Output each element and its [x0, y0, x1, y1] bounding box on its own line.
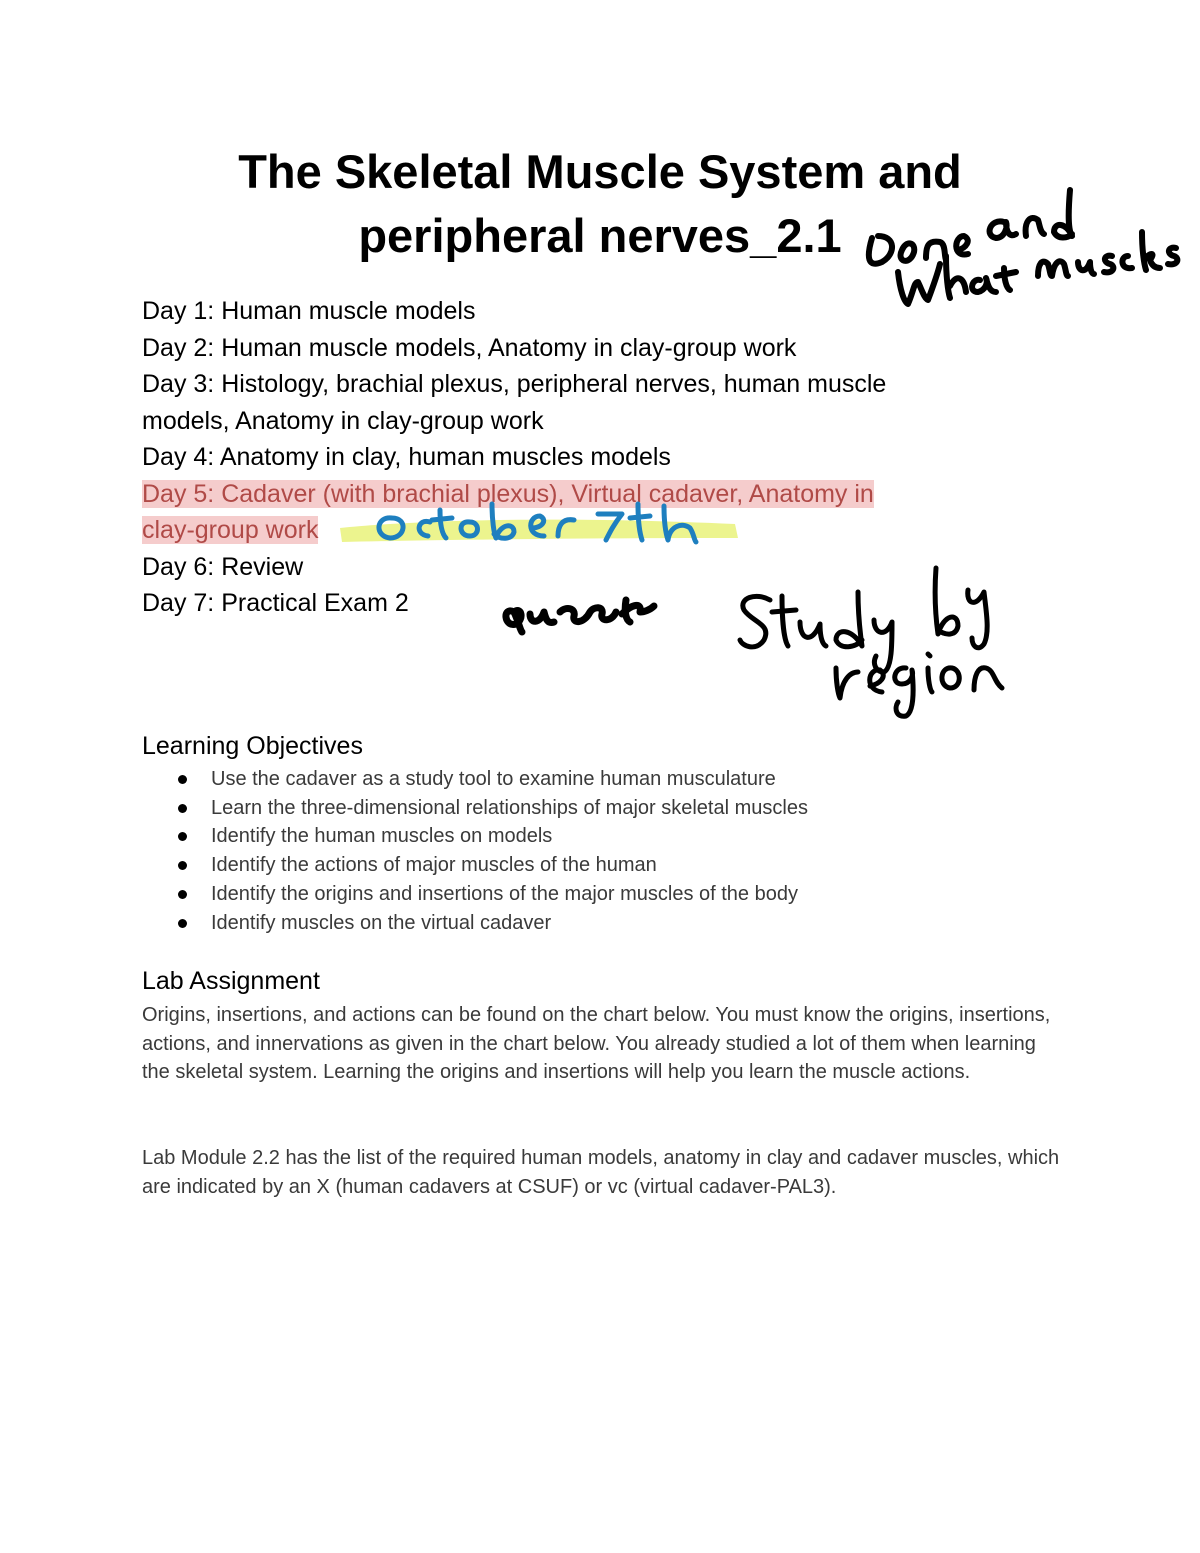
handwriting-text-top [860, 200, 1180, 310]
bullet-icon [178, 804, 187, 813]
objective-text: Identify the human muscles on models [211, 825, 553, 848]
objective-text: Use the cadaver as a study tool to examine human musculature [211, 768, 776, 790]
objective-item [142, 851, 808, 880]
schedule-day-1: Day 1: Human muscle models [142, 297, 476, 325]
handwritten-scribble [500, 592, 660, 632]
title-line-2: peripheral nerves_2.1 [358, 209, 842, 262]
bullet-icon [178, 919, 187, 928]
schedule-day-5-line-2: clay-group work [142, 516, 319, 544]
objective-text: Identify muscles on the virtual cadaver [211, 911, 552, 934]
objective-item [142, 765, 808, 794]
bullet-icon [178, 861, 187, 870]
learning-objectives-heading: Learning Objectives [142, 732, 363, 760]
bullet-icon [178, 890, 187, 899]
lab-assignment-paragraph-1: Origins, insertions, and actions can be found on the chart below. You must know the origins, insertions, actions, and innervations as given in the chart below. You already studied a lot of them when learning the skeletal system. Learning the origins and insertions will help you learn the muscle actions. [142, 1004, 1051, 1084]
objective-item [142, 909, 808, 938]
schedule-day-2: Day 2: Human muscle models, Anatomy in clay-group work [142, 333, 797, 362]
bullet-icon [178, 832, 187, 841]
handwritten-note-line-2 [860, 240, 1180, 280]
schedule-day-5-line-1: Day 5: Cadaver (with brachial plexus), Virtual cadaver, Anatomy in [142, 479, 874, 508]
title-line-1: The Skeletal Muscle System and [238, 145, 962, 198]
objective-text: Learn the three-dimensional relationships of major skeletal muscles [211, 796, 808, 819]
handwriting-text-study [730, 570, 1010, 720]
learning-objectives-list [142, 765, 808, 937]
objective-text: Identify the origins and insertions of the major muscles of the body [211, 882, 798, 905]
objective-item [142, 880, 808, 909]
schedule-day-7: Day 7: Practical Exam 2 [142, 589, 409, 617]
handwritten-study-line-2 [730, 640, 1010, 710]
handwritten-study-line-1 [730, 570, 1010, 640]
schedule-day-6: Day 6: Review [142, 552, 304, 581]
lab-assignment-paragraph-2: Lab Module 2.2 has the list of the required human models, anatomy in clay and cadaver muscles, which are indicated by an X (human cadavers at CSUF) or vc (virtual cadaver-PAL3). [142, 1147, 1060, 1198]
schedule-day-3-line-1: Day 3: Histology, brachial plexus, peripheral nerves, human muscle [142, 370, 887, 398]
objective-text: Identify the actions of major muscles of the human [211, 854, 657, 877]
handwritten-note-line-1 [860, 200, 1180, 240]
lab-assignment-heading: Lab Assignment [142, 967, 320, 995]
bullet-icon [178, 775, 187, 784]
objective-item [142, 822, 808, 851]
schedule-day-3-line-2: models, Anatomy in clay-group work [142, 406, 544, 435]
schedule-day-4: Day 4: Anatomy in clay, human muscles models [142, 443, 671, 471]
objective-item [142, 794, 808, 823]
handwritten-date [370, 506, 710, 546]
